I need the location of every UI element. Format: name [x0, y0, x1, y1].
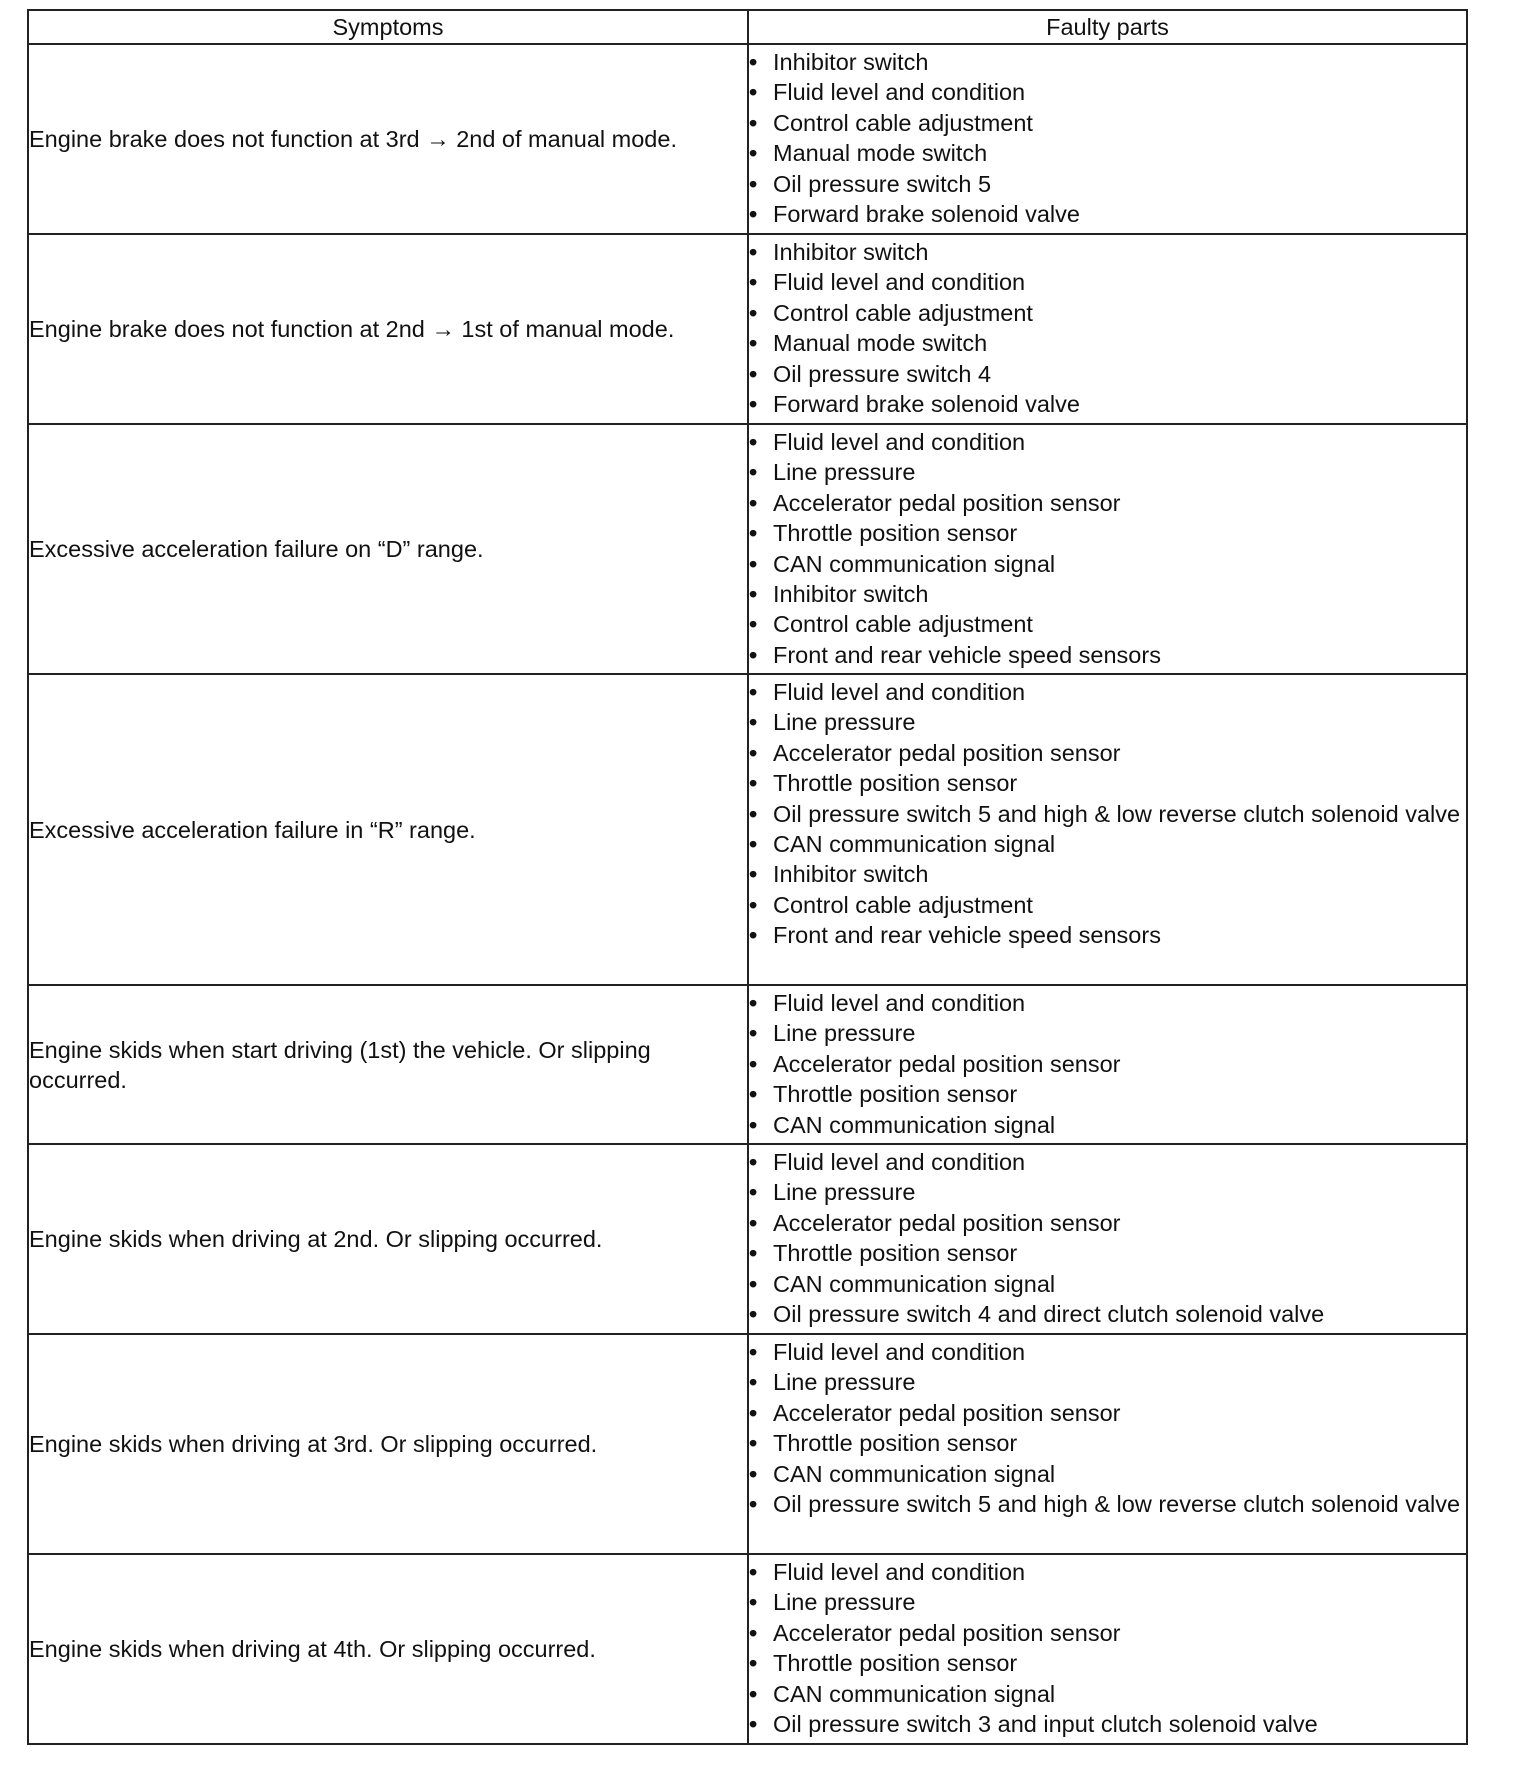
bullet-icon: •	[749, 611, 758, 638]
symptom-cell: Excessive acceleration failure in “R” range.	[28, 674, 748, 985]
faulty-part-text: Accelerator pedal position sensor	[773, 739, 1121, 766]
bullet-icon: •	[749, 489, 758, 516]
faulty-part-text: CAN communication signal	[773, 550, 1056, 577]
faulty-part-text: Inhibitor switch	[773, 861, 929, 888]
symptom-cell: Excessive acceleration failure on “D” range.	[28, 424, 748, 674]
list-item	[749, 1648, 1466, 1678]
faulty-part-text: Front and rear vehicle speed sensors	[773, 922, 1161, 949]
bullet-icon: •	[749, 1339, 758, 1365]
list-item	[749, 427, 1466, 457]
list-item	[749, 328, 1466, 358]
faulty-part-text: Accelerator pedal position sensor	[773, 1050, 1121, 1077]
symptom-cell: Engine brake does not function at 3rd → 2nd of manual mode.	[28, 44, 748, 234]
bullet-icon: •	[749, 1081, 758, 1108]
list-item	[749, 518, 1466, 548]
list-item	[749, 609, 1466, 639]
bullet-icon: •	[749, 1179, 758, 1206]
list-item	[749, 457, 1466, 487]
faulty-part-text: CAN communication signal	[773, 1111, 1056, 1138]
bullet-icon: •	[749, 581, 758, 608]
table-row	[28, 1554, 1467, 1744]
bullet-icon: •	[749, 1619, 758, 1646]
list-item	[749, 799, 1466, 829]
faulty-part-text: Throttle position sensor	[773, 1430, 1018, 1457]
faulty-parts-list	[749, 1145, 1466, 1329]
bullet-icon: •	[749, 1270, 758, 1297]
bullet-icon: •	[749, 49, 758, 75]
bullet-icon: •	[749, 1111, 758, 1138]
bullet-icon: •	[749, 1301, 758, 1328]
bullet-icon: •	[749, 1050, 758, 1077]
list-item	[749, 108, 1466, 138]
faulty-parts-cell	[748, 234, 1467, 424]
bullet-icon: •	[749, 170, 758, 197]
bullet-icon: •	[749, 831, 758, 858]
faulty-parts-list	[749, 425, 1466, 670]
table-row	[28, 1144, 1467, 1334]
faulty-part-text: CAN communication signal	[773, 1270, 1056, 1297]
faulty-part-text: Fluid level and condition	[773, 1559, 1026, 1585]
bullet-icon: •	[749, 770, 758, 797]
bullet-icon: •	[749, 861, 758, 888]
list-item	[749, 1679, 1466, 1709]
faulty-part-text: Forward brake solenoid valve	[773, 201, 1080, 228]
list-item	[749, 1618, 1466, 1648]
faulty-part-text: Inhibitor switch	[773, 239, 929, 265]
bullet-icon: •	[749, 1369, 758, 1396]
bullet-icon: •	[749, 269, 758, 296]
faulty-part-text: CAN communication signal	[773, 831, 1056, 858]
bullet-icon: •	[749, 1149, 758, 1175]
faulty-parts-list	[749, 1555, 1466, 1739]
faulty-part-text: Oil pressure switch 5	[773, 170, 992, 197]
faulty-part-text: Oil pressure switch 3 and input clutch solenoid valve	[773, 1711, 1318, 1738]
list-item	[749, 1398, 1466, 1428]
list-item	[749, 1367, 1466, 1397]
faulty-parts-list	[749, 1335, 1466, 1519]
list-item	[749, 1147, 1466, 1177]
faulty-part-text: Control cable adjustment	[773, 109, 1033, 136]
list-item	[749, 988, 1466, 1018]
faulty-part-text: Line pressure	[773, 1369, 916, 1396]
table-row	[28, 674, 1467, 985]
table-row	[28, 424, 1467, 674]
symptoms-header: Symptoms	[28, 10, 748, 44]
faulty-part-text: Control cable adjustment	[773, 611, 1033, 638]
list-item	[749, 1299, 1466, 1329]
symptom-cell: Engine skids when driving at 3rd. Or slipping occurred.	[28, 1334, 748, 1554]
faulty-parts-list	[749, 45, 1466, 229]
symptom-cell: Engine brake does not function at 2nd → 1st of manual mode.	[28, 234, 748, 424]
list-item	[749, 237, 1466, 267]
faulty-part-text: Fluid level and condition	[773, 79, 1026, 106]
faulty-part-text: Oil pressure switch 5 and high & low reverse clutch solenoid valve	[773, 800, 1461, 827]
faulty-parts-list	[749, 986, 1466, 1140]
faulty-part-text: Fluid level and condition	[773, 1339, 1026, 1365]
bullet-icon: •	[749, 550, 758, 577]
faulty-parts-cell	[748, 424, 1467, 674]
bullet-icon: •	[749, 1399, 758, 1426]
list-item	[749, 1208, 1466, 1238]
bullet-icon: •	[749, 391, 758, 418]
list-item	[749, 1079, 1466, 1109]
faulty-part-text: Front and rear vehicle speed sensors	[773, 641, 1161, 668]
list-item	[749, 1269, 1466, 1299]
bullet-icon: •	[749, 922, 758, 949]
list-item	[749, 1489, 1466, 1519]
bullet-icon: •	[749, 140, 758, 167]
faulty-part-text: Accelerator pedal position sensor	[773, 1209, 1121, 1236]
faulty-part-text: Throttle position sensor	[773, 770, 1018, 797]
faulty-part-text: Fluid level and condition	[773, 990, 1026, 1016]
list-item	[749, 890, 1466, 920]
faulty-parts-cell	[748, 44, 1467, 234]
faulty-part-text: Accelerator pedal position sensor	[773, 1399, 1121, 1426]
list-item	[749, 169, 1466, 199]
faulty-parts-cell	[748, 985, 1467, 1144]
bullet-icon: •	[749, 1491, 758, 1518]
bullet-icon: •	[749, 1589, 758, 1616]
faulty-part-text: Inhibitor switch	[773, 49, 929, 75]
faulty-parts-cell	[748, 674, 1467, 985]
table-body	[28, 44, 1467, 1744]
symptom-cell: Engine skids when start driving (1st) the vehicle. Or slipping occurred.	[28, 985, 748, 1144]
faulty-part-text: Line pressure	[773, 1020, 916, 1047]
bullet-icon: •	[749, 1020, 758, 1047]
faulty-part-text: CAN communication signal	[773, 1680, 1056, 1707]
faulty-part-text: Manual mode switch	[773, 330, 988, 357]
table-row	[28, 1334, 1467, 1554]
list-item	[749, 768, 1466, 798]
faulty-part-text: Throttle position sensor	[773, 1081, 1018, 1108]
list-item	[749, 829, 1466, 859]
faulty-parts-cell	[748, 1334, 1467, 1554]
bullet-icon: •	[749, 641, 758, 668]
symptom-cell: Engine skids when driving at 2nd. Or slipping occurred.	[28, 1144, 748, 1334]
faulty-part-text: Throttle position sensor	[773, 1240, 1018, 1267]
faulty-part-text: Oil pressure switch 4	[773, 360, 992, 387]
faulty-part-text: Throttle position sensor	[773, 1650, 1018, 1677]
faulty-part-text: Fluid level and condition	[773, 679, 1026, 705]
bullet-icon: •	[749, 739, 758, 766]
faulty-part-text: Accelerator pedal position sensor	[773, 1619, 1121, 1646]
table-row	[28, 234, 1467, 424]
bullet-icon: •	[749, 709, 758, 736]
faulty-parts-list	[749, 235, 1466, 419]
list-item	[749, 1459, 1466, 1489]
list-item	[749, 1110, 1466, 1140]
header-row	[28, 10, 1467, 44]
list-item	[749, 920, 1466, 950]
faulty-part-text: Control cable adjustment	[773, 891, 1033, 918]
bullet-icon: •	[749, 1711, 758, 1738]
bullet-icon: •	[749, 800, 758, 827]
symptom-cell: Engine skids when driving at 4th. Or slipping occurred.	[28, 1554, 748, 1744]
list-item	[749, 1018, 1466, 1048]
list-item	[749, 47, 1466, 77]
faulty-part-text: Forward brake solenoid valve	[773, 391, 1080, 418]
list-item	[749, 549, 1466, 579]
list-item	[749, 488, 1466, 518]
bullet-icon: •	[749, 679, 758, 705]
table-row	[28, 44, 1467, 234]
bullet-icon: •	[749, 330, 758, 357]
list-item	[749, 389, 1466, 419]
faulty-part-text: Oil pressure switch 5 and high & low reverse clutch solenoid valve	[773, 1491, 1461, 1518]
list-item	[749, 738, 1466, 768]
faulty-part-text: Accelerator pedal position sensor	[773, 489, 1121, 516]
bullet-icon: •	[749, 1240, 758, 1267]
list-item	[749, 298, 1466, 328]
bullet-icon: •	[749, 79, 758, 106]
bullet-icon: •	[749, 891, 758, 918]
list-item	[749, 267, 1466, 297]
faulty-part-text: Fluid level and condition	[773, 1149, 1026, 1175]
bullet-icon: •	[749, 299, 758, 326]
list-item	[749, 77, 1466, 107]
list-item	[749, 1428, 1466, 1458]
list-item	[749, 707, 1466, 737]
list-item	[749, 1238, 1466, 1268]
list-item	[749, 1049, 1466, 1079]
list-item	[749, 1337, 1466, 1367]
faulty-part-text: Line pressure	[773, 459, 916, 486]
faulty-part-text: Fluid level and condition	[773, 269, 1026, 296]
list-item	[749, 1587, 1466, 1617]
bullet-icon: •	[749, 1650, 758, 1677]
faulty-part-text: Control cable adjustment	[773, 299, 1033, 326]
faulty-part-text: Line pressure	[773, 1179, 916, 1206]
list-item	[749, 677, 1466, 707]
diagnosis-table	[27, 9, 1468, 1745]
faulty-parts-cell	[748, 1554, 1467, 1744]
bullet-icon: •	[749, 1209, 758, 1236]
faulty-part-text: CAN communication signal	[773, 1460, 1056, 1487]
faulty-part-text: Line pressure	[773, 709, 916, 736]
faulty-part-text: Fluid level and condition	[773, 429, 1026, 455]
list-item	[749, 579, 1466, 609]
bullet-icon: •	[749, 520, 758, 547]
bullet-icon: •	[749, 201, 758, 228]
bullet-icon: •	[749, 1430, 758, 1457]
faulty-parts-header: Faulty parts	[748, 10, 1467, 44]
bullet-icon: •	[749, 459, 758, 486]
table-row	[28, 985, 1467, 1144]
bullet-icon: •	[749, 109, 758, 136]
faulty-part-text: Throttle position sensor	[773, 520, 1018, 547]
bullet-icon: •	[749, 1559, 758, 1585]
list-item	[749, 199, 1466, 229]
list-item	[749, 1557, 1466, 1587]
faulty-part-text: Manual mode switch	[773, 140, 988, 167]
list-item	[749, 1177, 1466, 1207]
list-item	[749, 1709, 1466, 1739]
faulty-part-text: Line pressure	[773, 1589, 916, 1616]
bullet-icon: •	[749, 1680, 758, 1707]
bullet-icon: •	[749, 429, 758, 455]
faulty-part-text: Oil pressure switch 4 and direct clutch solenoid valve	[773, 1301, 1325, 1328]
bullet-icon: •	[749, 360, 758, 387]
bullet-icon: •	[749, 239, 758, 265]
faulty-parts-list	[749, 675, 1466, 951]
list-item	[749, 359, 1466, 389]
list-item	[749, 640, 1466, 670]
bullet-icon: •	[749, 1460, 758, 1487]
list-item	[749, 138, 1466, 168]
faulty-part-text: Inhibitor switch	[773, 581, 929, 608]
faulty-parts-cell	[748, 1144, 1467, 1334]
bullet-icon: •	[749, 990, 758, 1016]
list-item	[749, 859, 1466, 889]
